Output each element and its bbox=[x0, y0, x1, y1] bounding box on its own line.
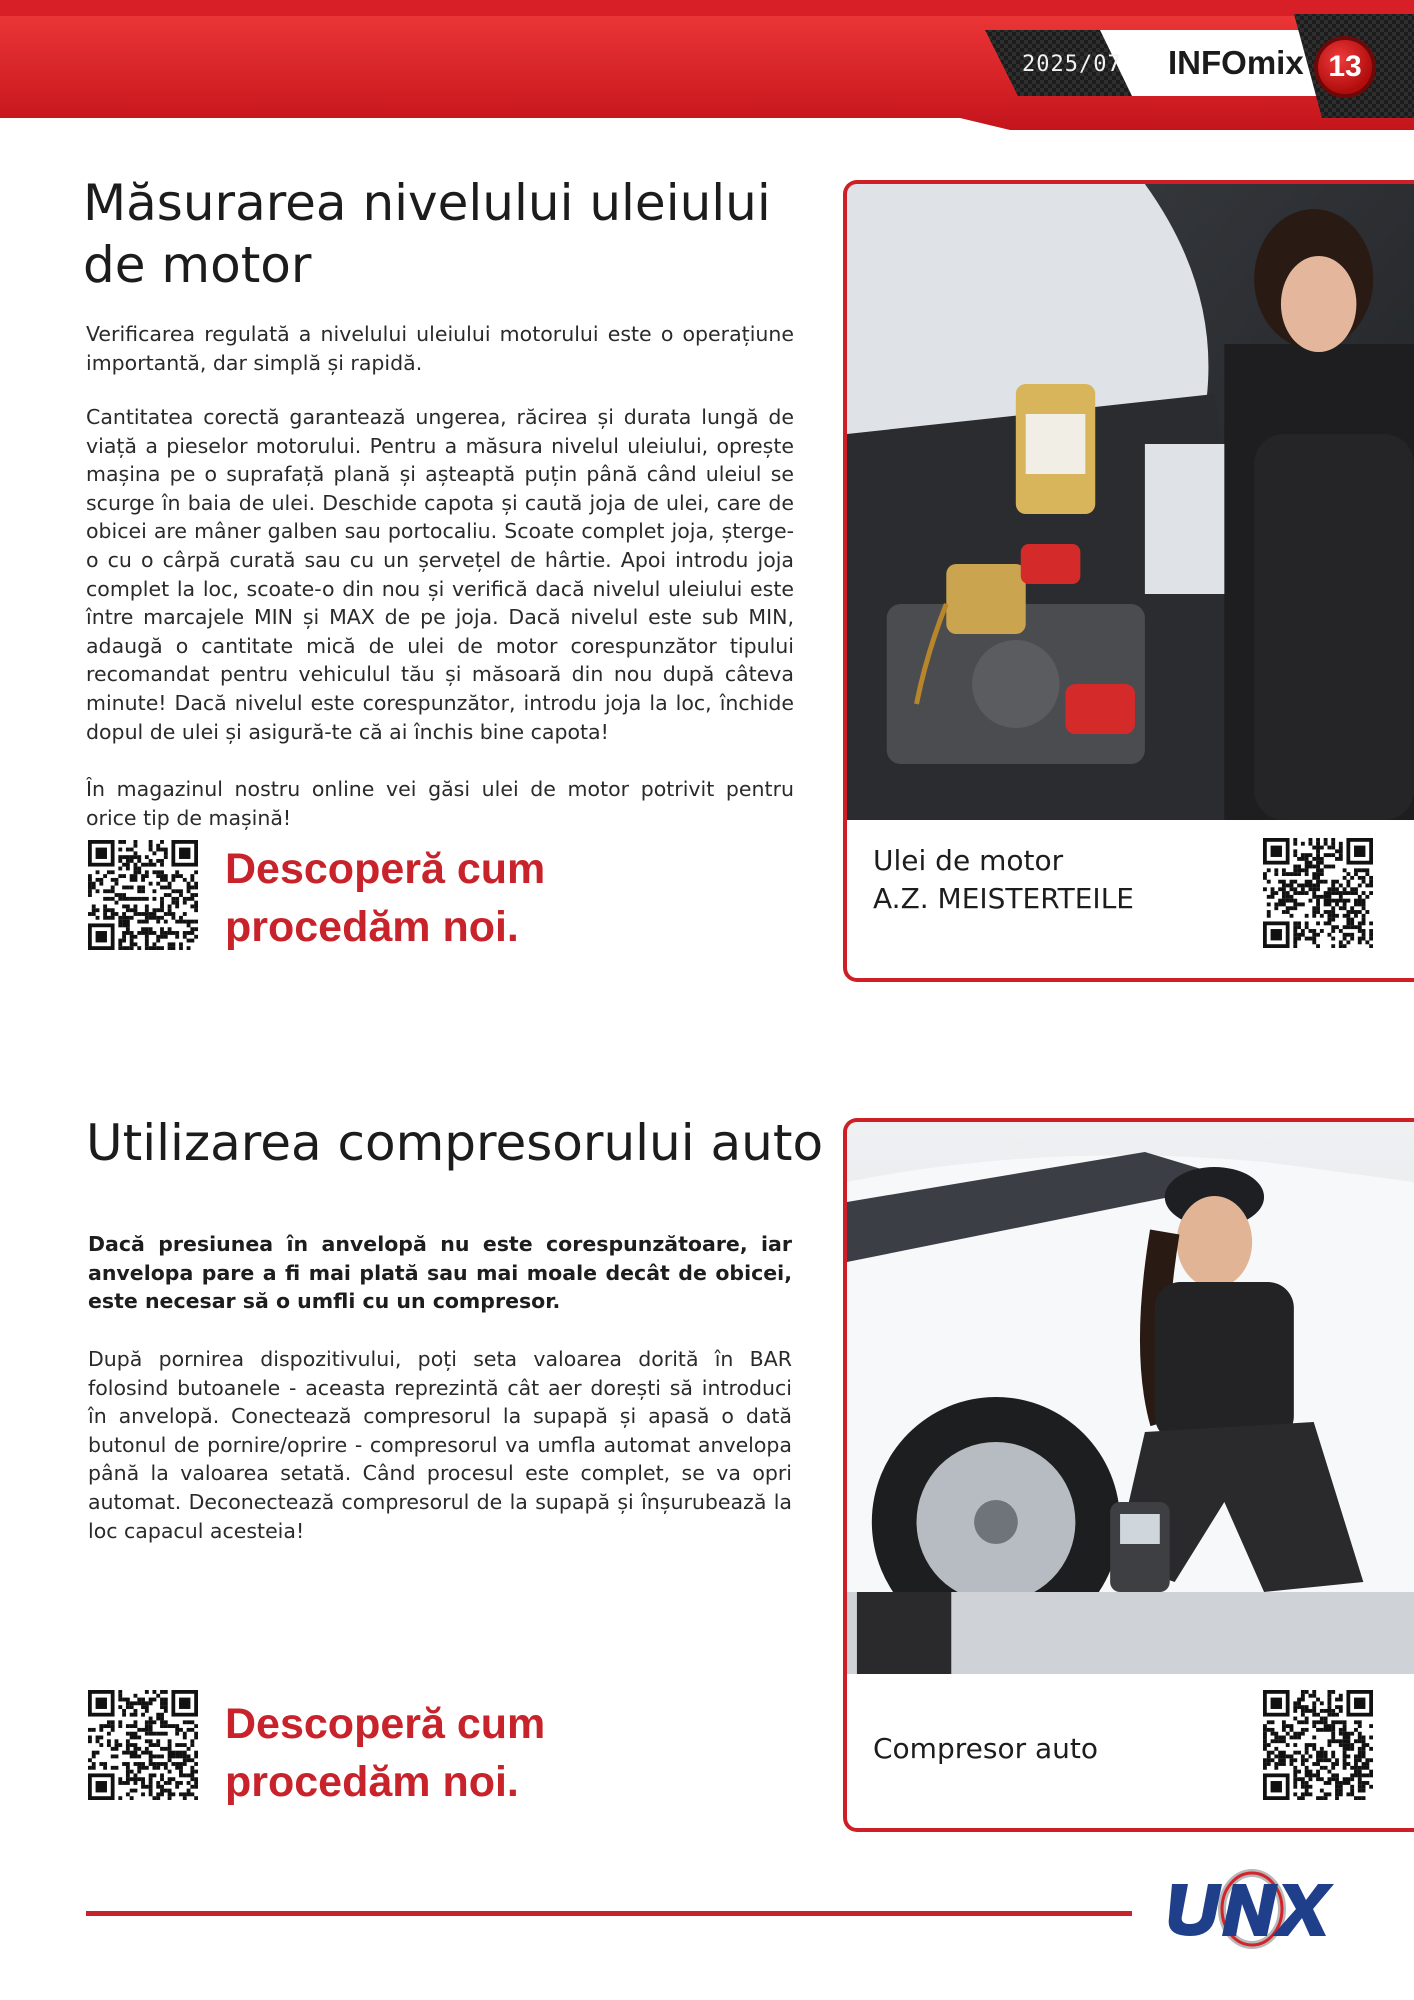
oil-product-label-line2: A.Z. MEISTERTEILE bbox=[873, 882, 1134, 915]
magazine-brand: INFOmix bbox=[1168, 44, 1304, 81]
qr-code-compressor-video[interactable] bbox=[88, 1690, 198, 1800]
qr-code-oil-video[interactable] bbox=[88, 840, 198, 950]
mechanic-oil-photo bbox=[847, 184, 1414, 820]
mechanic-compressor-photo bbox=[847, 1122, 1414, 1674]
oil-cta-line1: Descoperă cum bbox=[225, 845, 546, 893]
compressor-cta-link[interactable] bbox=[225, 1695, 645, 1811]
unix-logo bbox=[1160, 1866, 1335, 1952]
compressor-cta-line2: procedăm noi. bbox=[225, 1758, 519, 1806]
oil-intro: Verificarea regulată a nivelului uleiului motorului este o operațiune importantă, dar simplă și rapidă. bbox=[86, 322, 794, 375]
oil-cta-link[interactable] bbox=[225, 840, 645, 956]
oil-cta-line2: procedăm noi. bbox=[225, 903, 519, 951]
qr-code-compressor-product[interactable] bbox=[1263, 1690, 1373, 1800]
issue-date: 2025/07 bbox=[1022, 52, 1122, 77]
section-oil-title bbox=[83, 172, 783, 296]
oil-product-label-line1: Ulei de motor bbox=[873, 844, 1064, 877]
compressor-product-label: Compresor auto bbox=[873, 1732, 1098, 1765]
oil-product-label bbox=[873, 842, 1203, 918]
footer-divider bbox=[86, 1911, 1132, 1916]
compressor-intro: Dacă presiunea în anvelopă nu este corespunzătoare, iar anvelopa pare a fi mai plată sau mai moale decât de obicei, este necesar să o umfli cu un compresor. bbox=[88, 1232, 792, 1314]
page-header bbox=[0, 0, 1414, 130]
compressor-body: După pornirea dispozitivului, poți seta valoarea dorită în BAR folosind butoanele - aceasta reprezintă cât aer dorești să introduci în anvelopă. Conectează compresorul la supapă și apasă o dată butonul de pornire/oprire - compresorul va umfla automat anvelopa până la valoarea setată. Când procesul este complet, se va opri automat. Deconectează compresorul de la supapă și înșurubează la loc capacul acesteia! bbox=[88, 1347, 792, 1543]
page-number-badge: 13 bbox=[1314, 36, 1376, 98]
oil-body: Cantitatea corectă garantează ungerea, răcirea și durata lungă de viață a pieselor motorului. Pentru a măsura nivelul uleiului, oprește mașina pe o suprafață plană și așteaptă puțin până când uleiul se scurge în baia de ulei. Deschide capota și caută joja de ulei, care de obicei are mâner galben sau portocaliu. Scoate complet joja, șterge-o cu o cârpă curată sau cu un șervețel de hârtie. Apoi introdu joja complet la loc, scoate-o din nou și verifică dacă nivelul uleiului este între marcajele MIN și MAX de pe joja. Dacă nivelul este sub MIN, adaugă o cantitate mică de ulei de motor corespunzător tipului recomandat pentru vehiculul tău și măsoară din nou după câteva minute! Dacă nivelul este corespunzător, introdu joja la loc, închide dopul de ulei și asigură-te că ai închis bine capota! bbox=[86, 405, 794, 744]
section-oil-title-line2: de motor bbox=[83, 236, 312, 294]
section-oil-title-line1: Măsurarea nivelului uleiului bbox=[83, 174, 771, 232]
compressor-cta-line1: Descoperă cum bbox=[225, 1700, 546, 1748]
qr-code-oil-product[interactable] bbox=[1263, 838, 1373, 948]
oil-shop-note: În magazinul nostru online vei găsi ulei de motor potrivit pentru orice tip de mașină! bbox=[86, 777, 794, 830]
section-compressor-title: Utilizarea compresorului auto bbox=[86, 1114, 824, 1172]
